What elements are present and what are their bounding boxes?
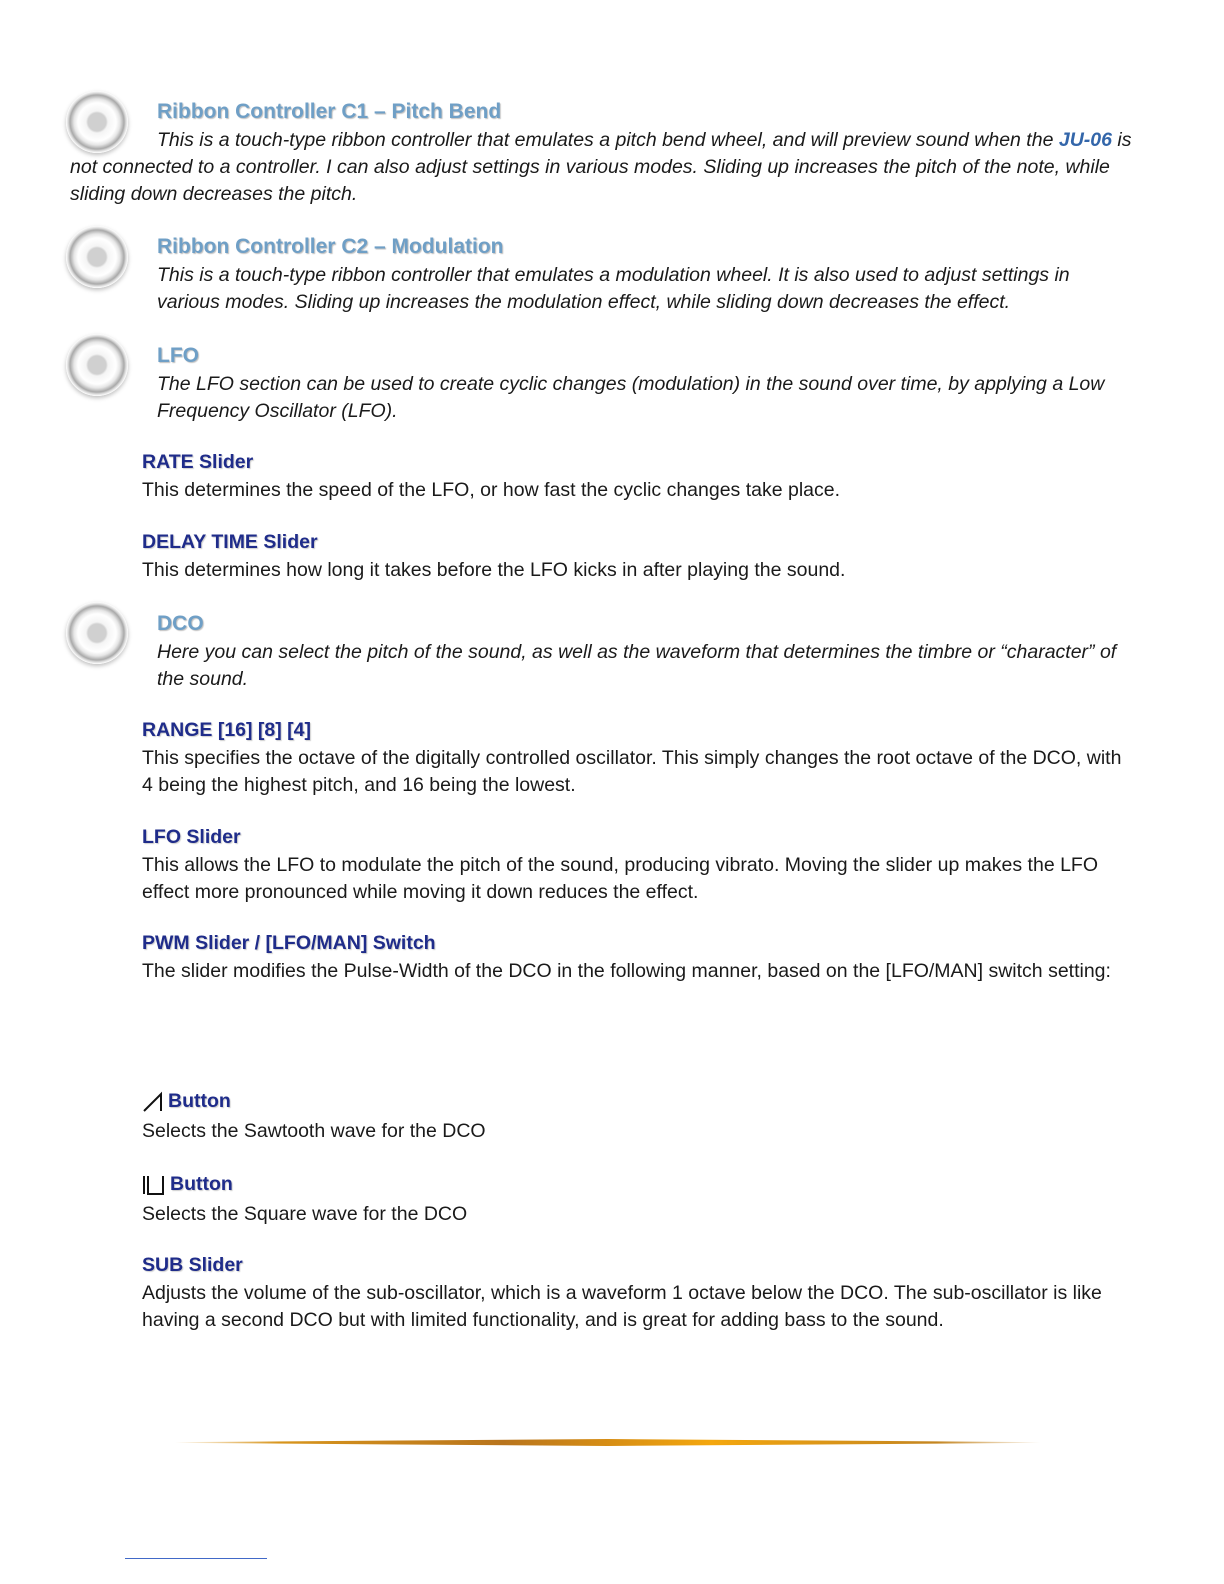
param-desc-delay-time: This determines how long it takes before the LFO kicks in after playing the sound.: [142, 559, 846, 581]
param-title-range: RANGE [16] [8] [4]: [142, 719, 312, 741]
section-desc-modulation: This is a touch-type ribbon controller that emulates a modulation wheel. It is also used to adjust settings in various modes. Sliding up increases the modulation effect, while sliding down decreases the effect.: [157, 264, 1070, 313]
param-title-lfo-slider: LFO Slider: [142, 826, 241, 848]
param-desc-pwm: The slider modifies the Pulse-Width of the DCO in the following manner, based on the [LFO/MAN] switch setting:: [142, 960, 1111, 982]
param-title-rate: RATE Slider: [142, 451, 254, 473]
param-desc-sub: Adjusts the volume of the sub-oscillator, which is a waveform 1 octave below the DCO. The sub-oscillator is like having a second DCO but with limited functionality, and is great for adding bass to the sound.: [142, 1282, 1102, 1331]
desc-text: This is a touch-type ribbon controller that emulates a pitch bend wheel, and will preview sound when the: [157, 129, 1059, 151]
section-desc-lfo: The LFO section can be used to create cyclic changes (modulation) in the sound over time, by applying a Low Frequency Oscillator (LFO).: [157, 373, 1105, 422]
section-marker-icon: [66, 226, 128, 288]
footnote-separator: [125, 1558, 267, 1559]
section-title-modulation: Ribbon Controller C2 – Modulation: [157, 235, 504, 258]
param-title-pwm: PWM Slider / [LFO/MAN] Switch: [142, 932, 436, 954]
param-desc-range: This specifies the octave of the digitally controlled oscillator. This simply changes the root octave of the DCO, with 4 being the highest pitch, and 16 being the lowest.: [142, 747, 1122, 796]
footer-divider: [175, 1439, 1040, 1446]
desc-text: is not connected to a controller. I can also adjust settings in various modes. Sliding up increases the pitch of the note, while sliding down decreases the pitch.: [70, 129, 1132, 205]
section-marker-icon: [66, 334, 128, 396]
param-desc-rate: This determines the speed of the LFO, or how fast the cyclic changes take place.: [142, 479, 841, 501]
param-title-sub: SUB Slider: [142, 1254, 243, 1276]
square-wave-icon: [142, 1174, 166, 1196]
section-title-dco: DCO: [157, 612, 204, 635]
param-title-delay-time: DELAY TIME Slider: [142, 531, 318, 553]
brand-name: JU-06: [1058, 129, 1112, 151]
param-desc-sawtooth: Selects the Sawtooth wave for the DCO: [142, 1120, 486, 1142]
param-title-text: Button: [168, 1090, 231, 1112]
param-desc-lfo-slider: This allows the LFO to modulate the pitch of the sound, producing vibrato. Moving the slider up makes the LFO effect more pronounced while moving it down reduces the effect.: [142, 854, 1099, 903]
param-desc-square: Selects the Square wave for the DCO: [142, 1203, 468, 1225]
param-title-text: Button: [170, 1173, 233, 1195]
section-desc-dco: Here you can select the pitch of the sound, as well as the waveform that determines the timbre or “character” of the sound.: [157, 641, 1117, 690]
sawtooth-wave-icon: [142, 1091, 164, 1113]
section-desc-pitch-bend: [70, 127, 1140, 208]
param-title-sawtooth: [142, 1090, 231, 1113]
section-title-pitch-bend: Ribbon Controller C1 – Pitch Bend: [157, 100, 502, 123]
param-title-square: [142, 1173, 233, 1196]
section-marker-icon: [66, 602, 128, 664]
section-title-lfo: LFO: [157, 344, 199, 367]
